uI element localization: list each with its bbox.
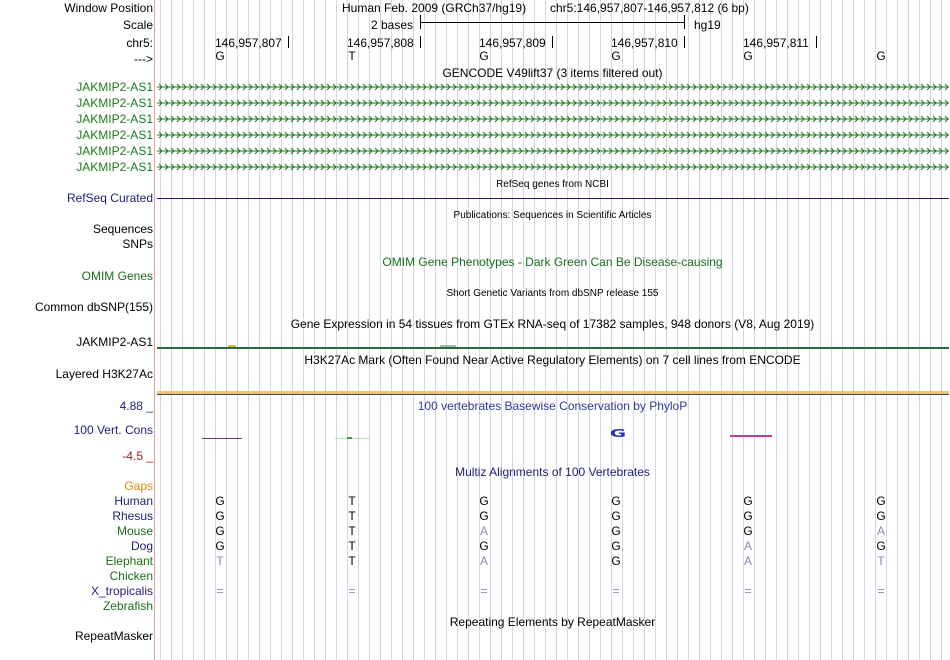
phylop-mark	[335, 438, 369, 439]
strand-arrow-label: --->	[134, 52, 153, 66]
h3k27ac-baseline	[157, 394, 949, 395]
base-letter: G	[876, 49, 886, 63]
alignment-base: G	[479, 509, 489, 523]
coord-tick	[816, 36, 817, 48]
alignment-base: =	[348, 584, 356, 598]
gtex-tissue-mark	[228, 345, 236, 347]
chr-label: chr5:	[126, 36, 153, 50]
dbsnp-track-title: Short Genetic Variants from dbSNP release 155	[446, 288, 659, 299]
phylop-mark	[730, 435, 772, 437]
alignment-base: G	[215, 524, 225, 538]
refseq-track-title: RefSeq genes from NCBI	[496, 179, 609, 190]
alignment-base: G	[611, 524, 621, 538]
h3k27ac-track-title: H3K27Ac Mark (Often Found Near Active Regulatory Elements) on 7 cell lines from ENCODE	[304, 353, 801, 367]
alignment-base: G	[611, 554, 621, 568]
gencode-gene-line[interactable]	[157, 97, 949, 109]
gencode-gene-label[interactable]: JAKMIP2-AS1	[76, 80, 153, 94]
species-label[interactable]: Dog	[130, 539, 153, 553]
scale-db: hg19	[694, 18, 721, 32]
species-label[interactable]: Zebrafish	[102, 599, 153, 613]
phylop-mark	[347, 437, 352, 439]
coord-tick	[552, 36, 553, 48]
dbsnp-track-label[interactable]: Common dbSNP(155)	[34, 300, 153, 314]
scale-bar	[420, 22, 685, 23]
coord-label: 146,957,807	[215, 36, 282, 50]
phylop-min-label: -4.5 _	[122, 449, 153, 463]
coord-tick	[288, 36, 289, 48]
base-letter: G	[215, 49, 225, 63]
phylop-mark	[202, 438, 242, 439]
refseq-track-label[interactable]: RefSeq Curated	[66, 191, 153, 205]
phylop-logo-glyph: G	[609, 426, 627, 440]
gencode-gene-line[interactable]	[157, 113, 949, 125]
omim-track-label[interactable]: OMIM Genes	[81, 269, 153, 283]
base-letter: G	[479, 49, 489, 63]
coord-tick	[420, 36, 421, 48]
alignment-base: G	[876, 509, 886, 523]
alignment-base: T	[348, 509, 356, 523]
alignment-base: A	[743, 554, 752, 568]
alignment-base: G	[611, 509, 621, 523]
h3k27ac-track-label[interactable]: Layered H3K27Ac	[55, 367, 153, 381]
species-label[interactable]: X_tropicalis	[90, 584, 153, 598]
phylop-track-title: 100 vertebrates Basewise Conservation by PhyloP	[417, 399, 688, 413]
base-letter: G	[743, 49, 753, 63]
alignment-base: =	[877, 584, 885, 598]
gencode-gene-label[interactable]: JAKMIP2-AS1	[76, 112, 153, 126]
alignment-base: =	[480, 584, 488, 598]
base-letter: G	[611, 49, 621, 63]
gtex-track-label[interactable]: JAKMIP2-AS1	[76, 335, 153, 349]
alignment-base: G	[215, 539, 225, 553]
coord-label: 146,957,810	[611, 36, 678, 50]
alignment-base: T	[877, 554, 885, 568]
gencode-gene-label[interactable]: JAKMIP2-AS1	[76, 144, 153, 158]
alignment-base: T	[348, 524, 356, 538]
multiz-track-title: Multiz Alignments of 100 Vertebrates	[455, 465, 650, 479]
alignment-base: G	[743, 509, 753, 523]
alignment-base: T	[348, 494, 356, 508]
gencode-gene-line[interactable]	[157, 145, 949, 157]
alignment-base: G	[876, 539, 886, 553]
alignment-base: T	[348, 539, 356, 553]
species-label[interactable]: Elephant	[105, 554, 153, 568]
omim-track-title: OMIM Gene Phenotypes - Dark Green Can Be Disease-causing	[382, 255, 723, 269]
alignment-base: T	[216, 554, 224, 568]
phylop-max-label: 4.88 _	[119, 399, 153, 413]
alignment-base: A	[876, 524, 885, 538]
repeatmasker-track-label[interactable]: RepeatMasker	[74, 629, 153, 643]
gtex-tissue-mark	[440, 345, 456, 347]
gencode-gene-line[interactable]	[157, 129, 949, 141]
gtex-track-title: Gene Expression in 54 tissues from GTEx RNA-seq of 17382 samples, 948 donors (V8, Aug 2019)	[290, 317, 815, 331]
scale-label: Scale	[122, 18, 153, 32]
gencode-gene-label[interactable]: JAKMIP2-AS1	[76, 128, 153, 142]
assembly-name: Human Feb. 2009 (GRCh37/hg19)	[342, 1, 527, 15]
alignment-base: =	[612, 584, 620, 598]
alignment-base: G	[215, 494, 225, 508]
gencode-track-title: GENCODE V49lift37 (3 items filtered out)	[442, 66, 663, 80]
alignment-base: G	[611, 494, 621, 508]
alignment-base: G	[215, 509, 225, 523]
snps-track-label[interactable]: SNPs	[122, 237, 153, 251]
coord-tick	[684, 36, 685, 48]
window-position-value: chr5:146,957,807-146,957,812 (6 bp)	[550, 1, 749, 15]
species-label[interactable]: Human	[114, 494, 153, 508]
alignment-base: G	[876, 494, 886, 508]
alignment-base: A	[743, 539, 752, 553]
phylop-track-label[interactable]: 100 Vert. Cons	[73, 423, 153, 437]
alignment-base: =	[216, 584, 224, 598]
alignment-base: T	[348, 554, 356, 568]
alignment-base: G	[743, 494, 753, 508]
repeatmasker-track-title: Repeating Elements by RepeatMasker	[449, 615, 656, 629]
coord-label: 146,957,808	[347, 36, 414, 50]
publications-track-title: Publications: Sequences in Scientific Articles	[453, 210, 652, 221]
alignment-base: G	[479, 494, 489, 508]
gencode-gene-label[interactable]: JAKMIP2-AS1	[76, 96, 153, 110]
coord-label: 146,957,809	[479, 36, 546, 50]
base-letter: T	[348, 49, 356, 63]
publications-track-label[interactable]: Sequences	[92, 222, 153, 236]
window-position-label: Window Position	[64, 1, 153, 15]
alignment-base: G	[479, 539, 489, 553]
scale-bar-right-tick	[684, 15, 685, 29]
gencode-gene-line[interactable]	[157, 161, 949, 173]
alignment-base: A	[479, 524, 488, 538]
coord-label: 146,957,811	[743, 36, 809, 50]
gencode-gene-line[interactable]	[157, 81, 949, 93]
alignment-base: A	[479, 554, 488, 568]
alignment-base: G	[611, 539, 621, 553]
scale-text: 2 bases	[371, 18, 414, 32]
species-label[interactable]: Rhesus	[112, 509, 153, 523]
gencode-gene-label[interactable]: JAKMIP2-AS1	[76, 160, 153, 174]
refseq-gene-line[interactable]	[157, 198, 949, 199]
species-label[interactable]: Chicken	[109, 569, 153, 583]
alignment-base: =	[744, 584, 752, 598]
multiz-gaps-label[interactable]: Gaps	[124, 479, 153, 493]
species-label[interactable]: Mouse	[116, 524, 153, 538]
alignment-base: G	[743, 524, 753, 538]
gtex-expression-bar[interactable]	[157, 347, 949, 349]
track-labels	[0, 0, 153, 660]
